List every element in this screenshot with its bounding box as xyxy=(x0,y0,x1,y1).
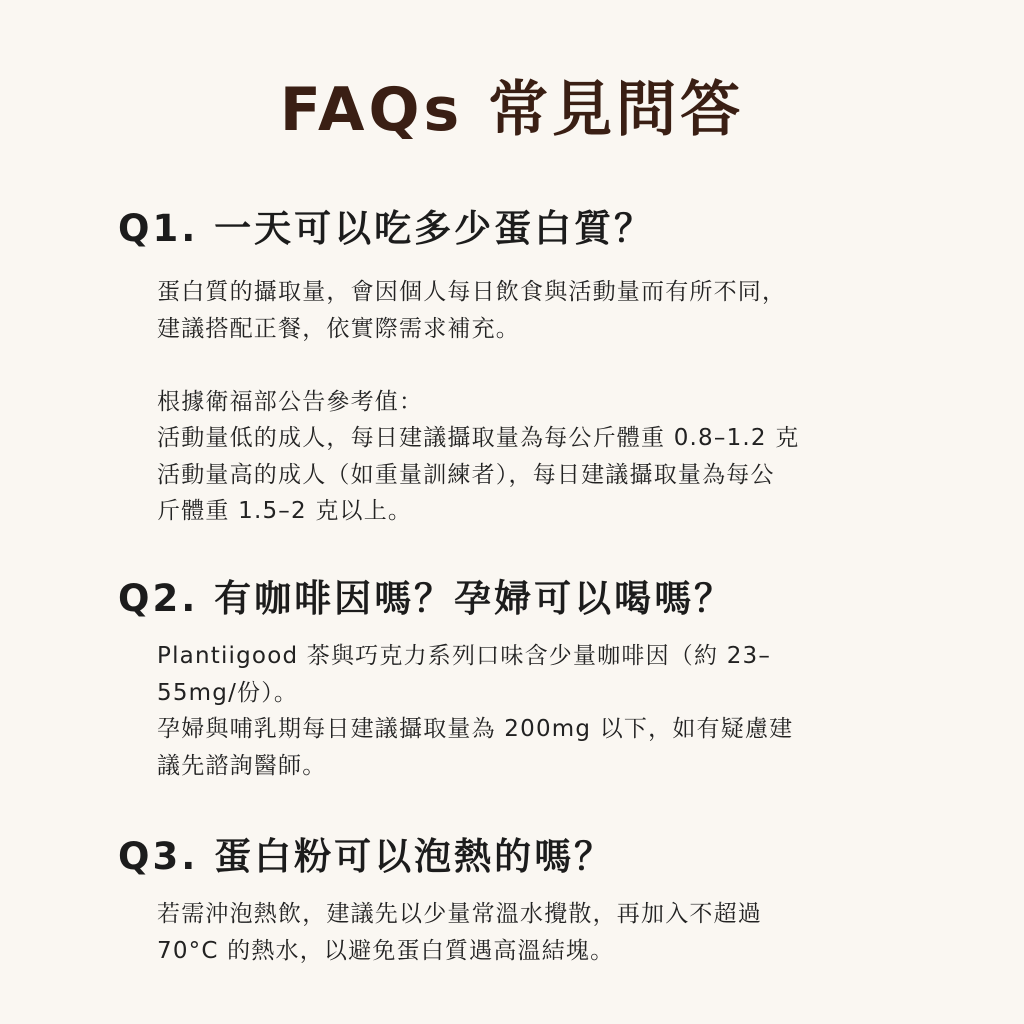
faq-answer-line: 議先諮詢醫師。 xyxy=(157,752,327,779)
faq-answer-line: 55mg/份）。 xyxy=(157,679,299,706)
faq-answer-line: 建議搭配正餐，依實際需求補充。 xyxy=(157,315,520,342)
paragraph-gap xyxy=(157,347,917,384)
faq-answer-1 xyxy=(157,274,917,530)
faq-answer-line: 斤體重 1.5–2 克以上。 xyxy=(157,498,413,524)
faq-answer-line: 蛋白質的攝取量，會因個人每日飲食與活動量而有所不同， xyxy=(157,279,787,305)
faq-answer-line: 70°C 的熱水，以避免蛋白質遇高溫結塊。 xyxy=(157,937,615,964)
faq-answer-line: 活動量低的成人，每日建議攝取量為每公斤體重 0.8–1.2 克 xyxy=(157,425,800,451)
faq-answer-line: 活動量高的成人（如重量訓練者），每日建議攝取量為每公 xyxy=(157,461,775,488)
faq-answer-line: 根據衛福部公告參考值： xyxy=(157,388,424,415)
faq-question-2: Q2. 有咖啡因嗎？孕婦可以喝嗎？ xyxy=(118,577,735,620)
faq-answer-line: Plantiigood 茶與巧克力系列口味含少量咖啡因（約 23– xyxy=(157,643,772,669)
faq-answer-3 xyxy=(157,896,917,969)
faq-answer-2 xyxy=(157,638,917,784)
page-title: FAQs 常見問答 xyxy=(279,75,745,145)
faq-question-3: Q3. 蛋白粉可以泡熱的嗎？ xyxy=(118,835,615,878)
faq-question-1: Q1. 一天可以吃多少蛋白質？ xyxy=(118,207,655,250)
faq-answer-line: 孕婦與哺乳期每日建議攝取量為 200mg 以下，如有疑慮建 xyxy=(157,716,794,742)
faq-answer-line: 若需沖泡熱飲，建議先以少量常溫水攪散，再加入不超過 xyxy=(157,901,762,927)
